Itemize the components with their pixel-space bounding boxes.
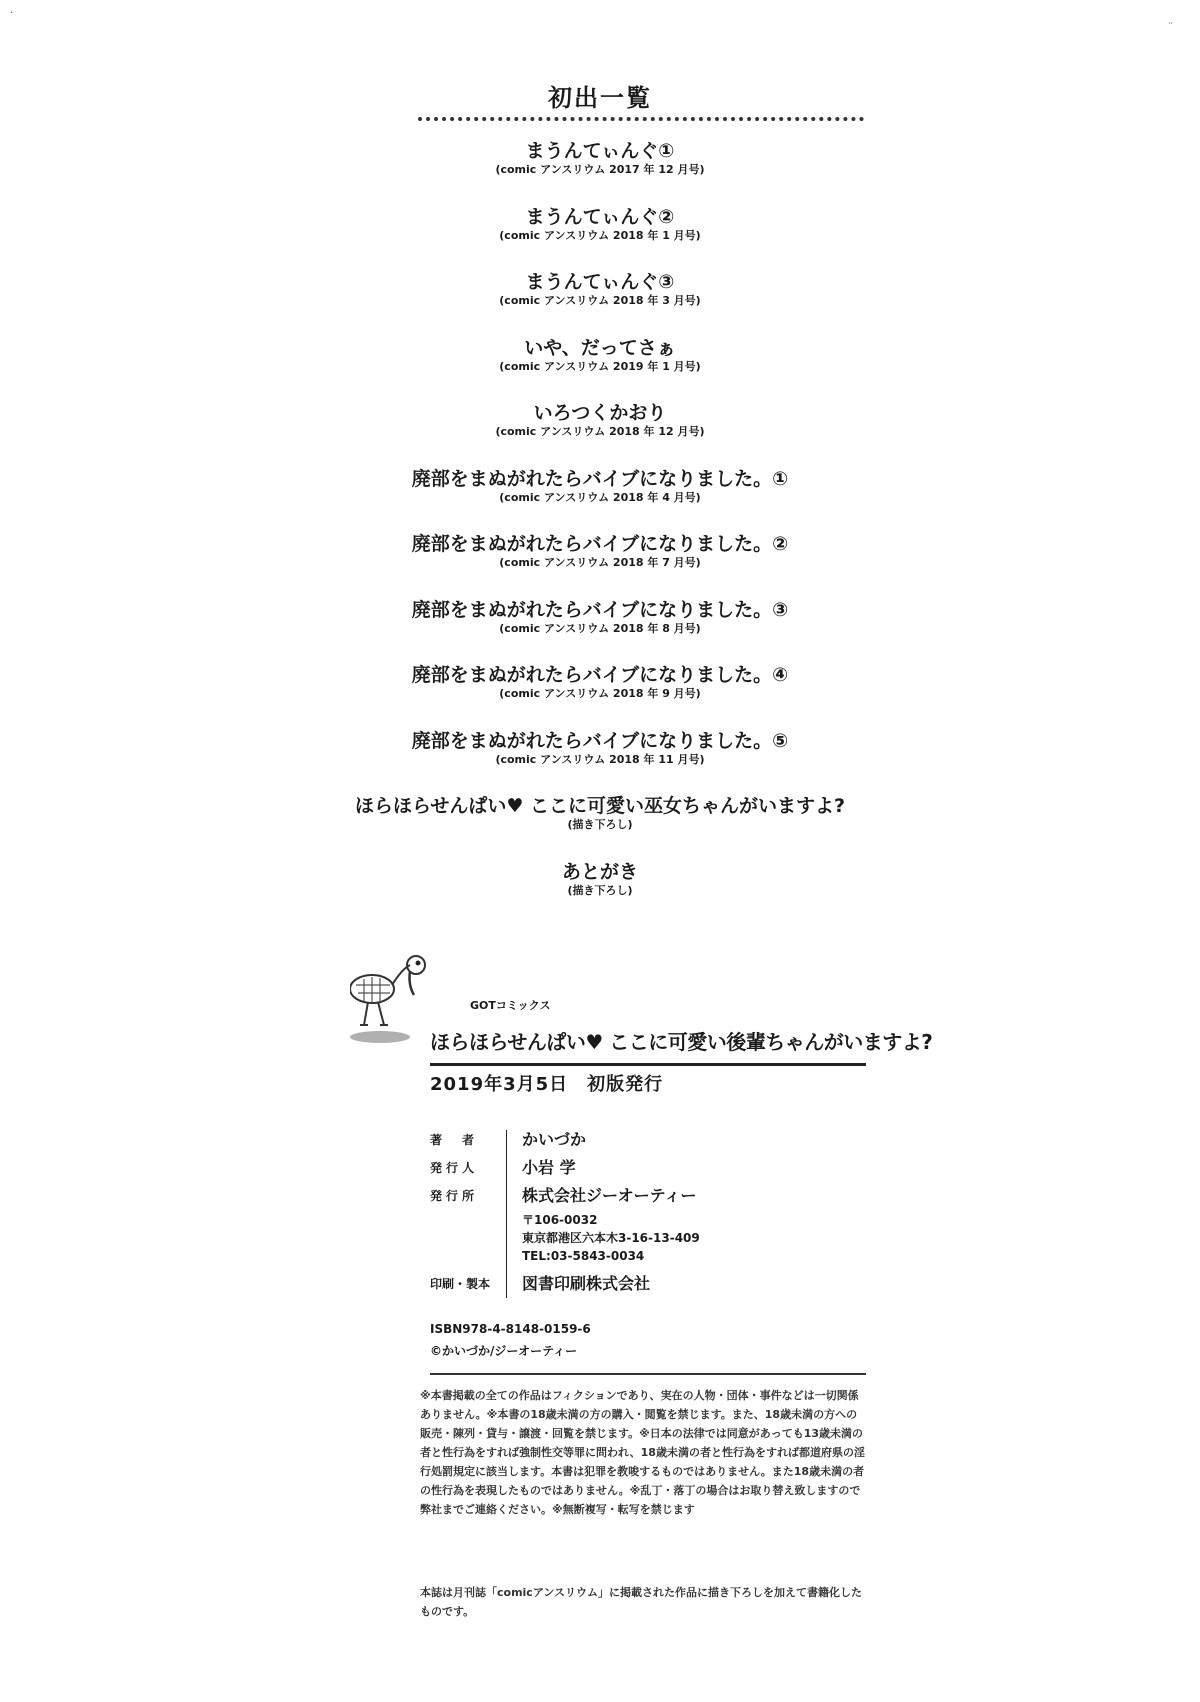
entry-title: 廃部をまぬがれたらバイブになりました。③ [411,599,789,621]
list-item [0,729,1200,767]
scan-speck: · [10,8,14,19]
list-item [0,794,1200,832]
entry-title: いろつくかおり [533,402,667,424]
list-item [0,467,1200,505]
entry-source: (comic アンスリウム 2018 年 9 月号) [499,687,701,700]
copyright: ©かいづか/ジーオーティー [430,1344,578,1358]
dotted-divider [418,117,864,121]
credit-label: 発行所 [430,1189,479,1203]
credit-label: 発行人 [430,1161,479,1175]
postal-code: 〒106-0032 [522,1213,598,1227]
list-item [0,860,1200,898]
telephone: TEL:03-5843-0034 [522,1249,645,1263]
entry-source: (comic アンスリウム 2017 年 12 月号) [495,163,705,176]
entry-title: 廃部をまぬがれたらバイブになりました。④ [411,664,789,686]
entry-title: まうんてぃんぐ① [525,140,675,162]
entry-title: まうんてぃんぐ② [525,206,675,228]
list-item [0,598,1200,636]
entry-source: (描き下ろし) [567,884,633,897]
bird-mascot-icon [350,955,440,1055]
list-item [0,270,1200,308]
author-name: かいづか [522,1130,587,1149]
publisher-company: 株式会社ジーオーティー [522,1186,697,1205]
publication-date: 2019年3月5日 初版発行 [430,1074,664,1095]
entry-source: (comic アンスリウム 2019 年 1 月号) [499,360,701,373]
entry-source: (comic アンスリウム 2018 年 3 月号) [499,294,701,307]
list-item [0,336,1200,374]
credit-label: 印刷・製本 [430,1277,491,1291]
publisher-person: 小岩 学 [522,1158,576,1177]
entry-source: (comic アンスリウム 2018 年 1 月号) [499,229,701,242]
publication-note: 本誌は月刊誌「comicアンスリウム」に掲載された作品に描き下ろしを加えて書籍化したものです。 [420,1586,862,1618]
entry-title: 廃部をまぬがれたらバイブになりました。② [411,533,789,555]
entry-title: あとがき [561,861,638,883]
entry-title: まうんてぃんぐ③ [525,271,675,293]
entry-source: (comic アンスリウム 2018 年 4 月号) [499,491,701,504]
entry-title: ほらほらせんぱい♥ ここに可愛い巫女ちゃんがいますよ? [354,795,846,817]
first-appearance-heading: 初出一覧 [548,84,652,112]
list-item [0,532,1200,570]
list-item [0,205,1200,243]
credit-label: 著 者 [430,1133,479,1147]
entry-source: (comic アンスリウム 2018 年 12 月号) [495,425,705,438]
address: 東京都港区六本木3-16-13-409 [522,1231,700,1245]
list-item [0,663,1200,701]
imprint-label: GOTコミックス [470,999,551,1012]
entry-source: (comic アンスリウム 2018 年 7 月号) [499,556,701,569]
bottom-divider [430,1373,866,1375]
entry-source: (描き下ろし) [567,818,633,831]
scan-speck: ¨ [1168,22,1173,33]
isbn: ISBN978-4-8148-0159-6 [430,1322,591,1336]
entry-title: いや、だってさぁ [524,337,676,359]
entry-title: 廃部をまぬがれたらバイブになりました。⑤ [411,730,789,752]
title-divider [430,1063,866,1066]
book-title: ほらほらせんぱい♥ ここに可愛い後輩ちゃんがいますよ? [430,1030,933,1054]
list-item [0,139,1200,177]
entry-source: (comic アンスリウム 2018 年 11 月号) [495,753,705,766]
legal-disclaimer: ※本書掲載の全ての作品はフィクションであり、実在の人物・団体・事件などは一切関係ありません。※本書の18歳未満の方の購入・閲覧を禁じます。また、18歳未満の方への販売・陳列・貸与・譲渡・回覧を禁じます。※日本の法律では同意があっても13歳未満の者と性行為をすれば強制性交等罪に問われ、18歳未満の者と性行為をすれば都道府県の淫行処罰規定に該当します。本書は犯罪を教唆するものではありません。また18歳未満の者の性行為を表現したものではありません。※乱丁・落丁の場合はお取り替え致しますので弊社までご連絡ください。※無断複写・転写を禁じます [420,1389,865,1516]
credits-divider [506,1130,507,1298]
entry-source: (comic アンスリウム 2018 年 8 月号) [499,622,701,635]
list-item [0,401,1200,439]
entry-title: 廃部をまぬがれたらバイブになりました。① [411,468,789,490]
printer-company: 図書印刷株式会社 [522,1274,651,1293]
